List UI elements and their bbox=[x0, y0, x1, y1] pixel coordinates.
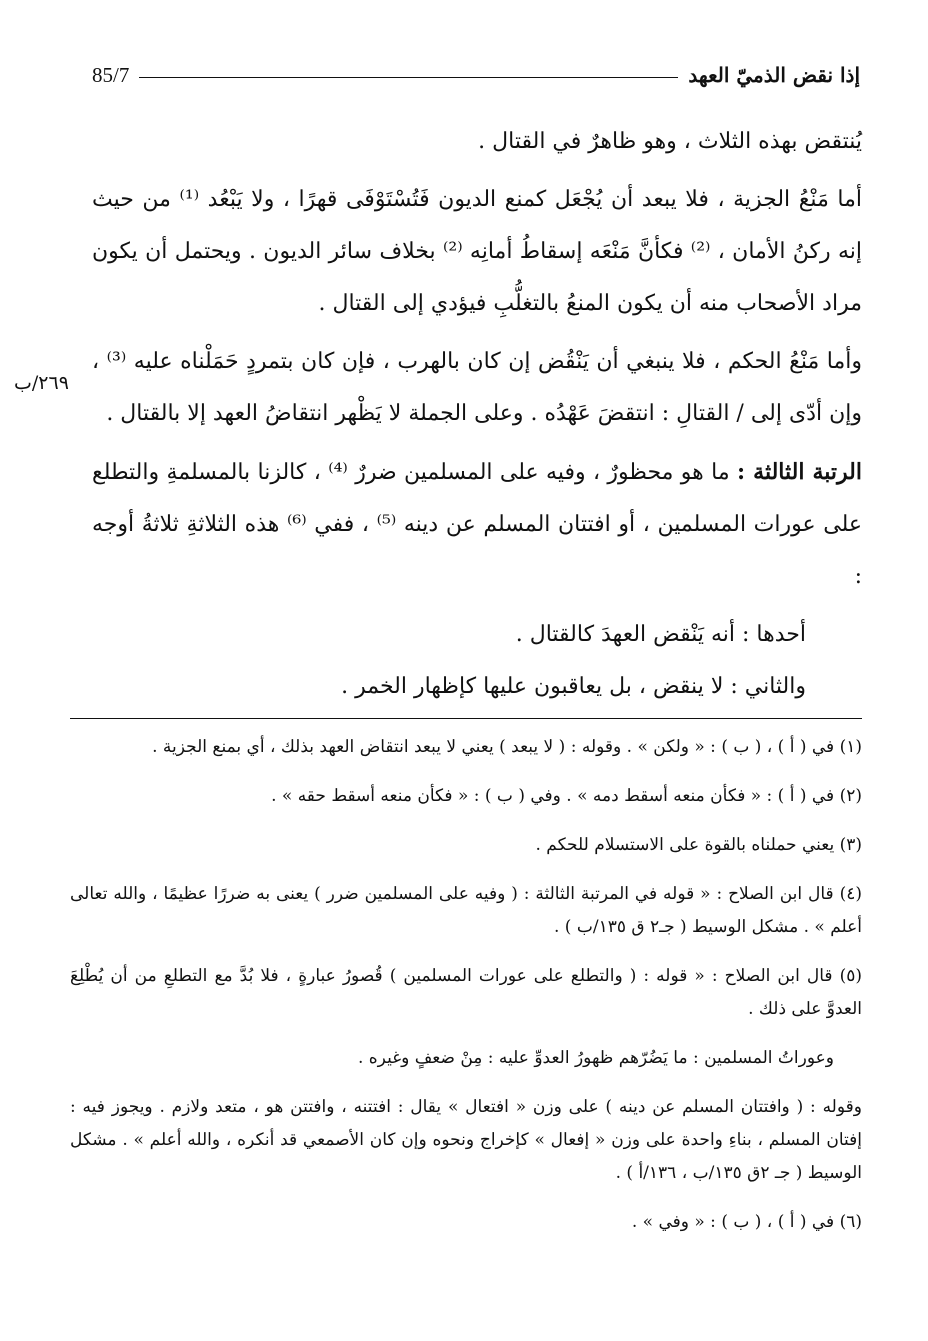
paragraph-3: وأما مَنْعُ الحكم ، فلا ينبغي أن يَنْقُض إن كان بالهرب ، فإن كان بتمردٍ حَمَلْناه عليه ⁽³⁾ ، وإن أدّى إلى / القتالِ : انتقضَ عَهْدُه . وعلى الجملة لا يَظْهر انتقاضُ العهد إلا بالقتال . bbox=[92, 349, 863, 426]
option-1: أحدها : أنه يَنْقض العهدَ كالقتال . bbox=[515, 622, 806, 647]
paragraph-4 bbox=[92, 446, 862, 603]
main-text bbox=[92, 116, 862, 713]
footnote-1: (١) في ( أ ) ، ( ب ) : « ولكن » . وقوله : ( لا يبعد ) يعني لا يبعد انتقاض العهد بذلك ، أي بمنع الجزية . bbox=[152, 737, 862, 757]
footnote-3: (٣) يعني حملناه بالقوة على الاستسلام للحكم . bbox=[535, 835, 862, 855]
paragraph-2: أما مَنْعُ الجزية ، فلا يبعد أن يُجْعَل كمنع الديون فَتُسْتَوْفَى قهرًا ، ولا يَبْعُد ⁽¹⁾ من حيث إنه ركنُ الأمان ، ⁽²⁾ فكأنَّ مَنْعَه إسقاطُ أمانِه ⁽²⁾ بخلاف سائر الديون . ويحتمل أن يكون مراد الأصحاب منه أن يكون المنعُ بالتغلُّبِ فيؤدي إلى القتال . bbox=[92, 187, 863, 316]
paragraph-4-text: ما هو محظورٌ ، وفيه على المسلمين ضررٌ ⁽⁴⁾ ، كالزنا بالمسلمةِ والتطلع على عورات المسلمين ، أو افتتان المسلم عن دينه ⁽⁵⁾ ، ففي ⁽⁶⁾ هذه الثلاثةِ ثلاثةُ أوجه : bbox=[92, 460, 862, 589]
paragraph-1: يُنتقض بهذه الثلاث ، وهو ظاهرٌ في القتال . bbox=[478, 129, 862, 154]
footnote-5-continuation-2: وقوله : ( وافتتان المسلم عن دينه ) على وزن « افتعال » يقال : افتتنه ، وافتتن هو ، متعد ولازم . ويجوز فيه : إفتان المسلم ، بناءِ واحدة على وزن « إفعال » كإخراج ونحوه وإن كان الأصمعي قد أنكره ، والله أعلم » . مشكل الوسيط ( جـ ٢ق ١٣٥/ب ، ١٣٦/أ ) . bbox=[70, 1097, 862, 1183]
footnotes bbox=[70, 718, 862, 1255]
running-title: إذا نقض الذميّ العهد bbox=[688, 63, 860, 87]
footnote-4: (٤) قال ابن الصلاح : « قوله في المرتبة الثالثة : ( وفيه على المسلمين ضرر ) يعنى به ضررًا عظيمًا ، والله تعالى أعلم » . مشكل الوسيط ( جـ٢ ق ١٣٥/ب ) . bbox=[70, 884, 862, 937]
running-header bbox=[92, 58, 860, 92]
header-rule bbox=[139, 77, 678, 78]
margin-folio-note: ٢٦٩/ب bbox=[14, 372, 69, 394]
footnote-6: (٦) في ( أ ) ، ( ب ) : « وفي » . bbox=[631, 1212, 862, 1232]
page-number: 85/7 bbox=[92, 62, 130, 87]
section-heading: الرتبة الثالثة : bbox=[737, 459, 863, 485]
footnote-5: (٥) قال ابن الصلاح : « قوله : ( والتطلع على عورات المسلمين ) قُصورُ عبارةٍ ، فلا بُدَّ مع التطلعِ من أن يُطْلِعَ العدوَّ على ذلك . bbox=[70, 966, 862, 1019]
footnote-5-continuation-1: وعوراتُ المسلمين : ما يَضُرّهم ظهورُ العدوِّ عليه : مِنْ ضعفٍ وغيره . bbox=[357, 1048, 834, 1068]
option-2: والثاني : لا ينقض ، بل يعاقبون عليها كإظهار الخمر . bbox=[341, 674, 806, 699]
footnote-2: (٢) في ( أ ) : « فكأن منعه أسقط دمه » . وفي ( ب ) : « فكأن منعه أسقط حقه » . bbox=[271, 786, 862, 806]
